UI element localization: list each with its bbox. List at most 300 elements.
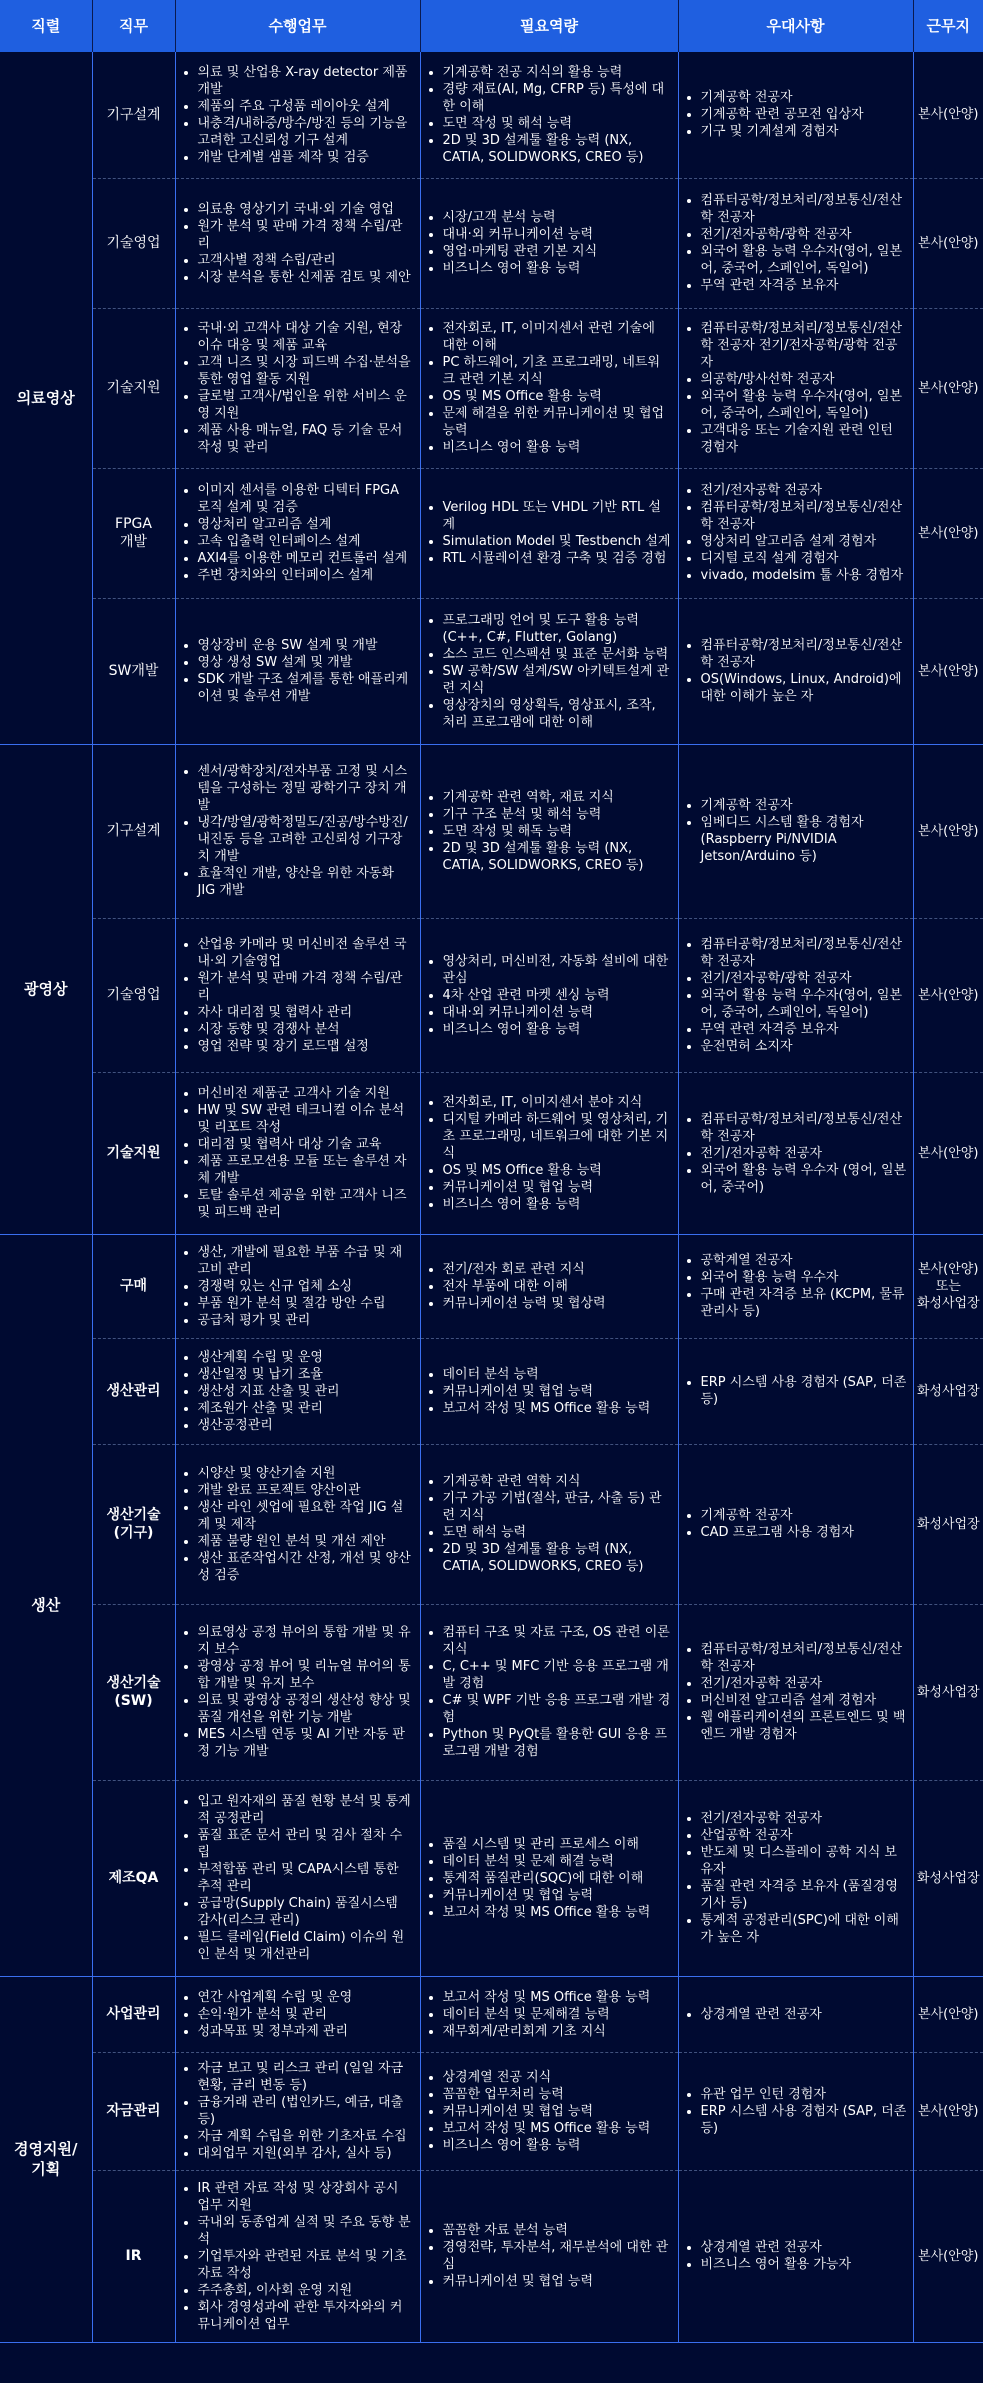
list-item: • 글로벌 고객사/법인을 위한 서비스 운영 지원 <box>198 388 414 422</box>
list-item: • 원가 분석 및 판매 가격 정책 수립/관리 <box>198 218 414 252</box>
list-item: • 입고 원자재의 품질 현황 분석 및 통계적 공정관리 <box>198 1793 414 1827</box>
preferences-list <box>687 482 907 584</box>
duties-cell <box>175 2170 420 2342</box>
skills-cell <box>420 918 678 1072</box>
role-cell: 사업관리 <box>92 1976 175 2052</box>
list-item: • 전자 부품에 대한 이해 <box>443 1278 672 1295</box>
list-item: • 디지털 카메라 하드웨어 및 영상처리, 기초 프로그래밍, 네트워크에 대한 기본 지식 <box>443 1111 672 1162</box>
duties-cell <box>175 1338 420 1444</box>
list-item: • 의료 및 광영상 공정의 생산성 향상 및 품질 개선을 위한 기능 개발 <box>198 1692 414 1726</box>
list-item: • 외국어 활용 능력 우수자(영어, 일본어, 중국어, 스페인어, 독일어) <box>701 987 907 1021</box>
list-item: • 무역 관련 자격증 보유자 <box>701 1021 907 1038</box>
list-item: • C# 및 WPF 기반 응용 프로그램 개발 경험 <box>443 1692 672 1726</box>
skills-cell <box>420 178 678 308</box>
location-cell: 화성사업장 <box>913 1604 983 1780</box>
role-cell: 기술지원 <box>92 308 175 468</box>
list-item: • 영업 전략 및 장기 로드맵 설정 <box>198 1038 414 1055</box>
table-row <box>0 1604 983 1780</box>
preferences-cell <box>678 308 913 468</box>
list-item: • 컴퓨터공학/정보처리/정보통신/전산학 전공자 <box>701 499 907 533</box>
duties-cell <box>175 744 420 918</box>
skills-list <box>429 1473 672 1575</box>
duties-list <box>184 201 414 286</box>
list-item: • 2D 및 3D 설계툴 활용 능력 (NX, CATIA, SOLIDWORKS, CREO 등) <box>443 132 672 166</box>
list-item: • IR 관련 자료 작성 및 상장회사 공시 업무 지원 <box>198 2180 414 2214</box>
list-item: • 영상장비 운용 SW 설계 및 개발 <box>198 637 414 654</box>
preferences-list <box>687 1374 907 1408</box>
list-item: • 전기/전자공학 전공자 <box>701 1145 907 1162</box>
list-item: • 개발 완료 프로젝트 양산이관 <box>198 1482 414 1499</box>
skills-list <box>429 1989 672 2040</box>
list-item: • 데이터 분석 및 문제 해결 능력 <box>443 1853 672 1870</box>
role-cell: 기술지원 <box>92 1072 175 1234</box>
table-row <box>0 1072 983 1234</box>
list-item: • 통계적 품질관리(SQC)에 대한 이해 <box>443 1870 672 1887</box>
list-item: • 품질 시스템 및 관리 프로세스 이해 <box>443 1836 672 1853</box>
list-item: • 내충격/내하중/방수/방진 등의 기능을 고려한 고신뢰성 기구 설계 <box>198 115 414 149</box>
list-item: • 공급처 평가 및 관리 <box>198 1312 414 1329</box>
list-item: • 프로그래밍 언어 및 도구 활용 능력 (C++, C#, Flutter, Golang) <box>443 612 672 646</box>
header-preferences: 우대사항 <box>678 0 913 52</box>
list-item: • 운전면허 소지자 <box>701 1038 907 1055</box>
duties-cell <box>175 918 420 1072</box>
skills-cell <box>420 308 678 468</box>
list-item: • 재무회계/관리회계 기초 지식 <box>443 2023 672 2040</box>
location-cell: 본사(안양) <box>913 2052 983 2170</box>
list-item: • 전기/전자공학 전공자 <box>701 482 907 499</box>
table-row <box>0 178 983 308</box>
list-item: • 비즈니스 영어 활용 능력 <box>443 439 672 456</box>
preferences-list <box>687 1810 907 1946</box>
skills-list <box>429 2222 672 2290</box>
list-item: • 도면 해석 능력 <box>443 1524 672 1541</box>
list-item: • 영상 생성 SW 설계 및 개발 <box>198 654 414 671</box>
list-item: • 컴퓨터 구조 및 자료 구조, OS 관련 이론 지식 <box>443 1624 672 1658</box>
skills-cell <box>420 744 678 918</box>
list-item: • 영상처리, 머신비전, 자동화 설비에 대한 관심 <box>443 953 672 987</box>
role-cell: 생산기술 (기구) <box>92 1444 175 1604</box>
list-item: • 영상처리 알고리즘 설계 경험자 <box>701 533 907 550</box>
list-item: • 기계공학 전공자 <box>701 797 907 814</box>
list-item: • 컴퓨터공학/정보처리/정보통신/전산학 전공자 <box>701 637 907 671</box>
list-item: • 성과목표 및 정부과제 관리 <box>198 2023 414 2040</box>
list-item: • 대내·외 커뮤니케이션 능력 <box>443 1004 672 1021</box>
list-item: • 기계공학 관련 역학, 재료 지식 <box>443 789 672 806</box>
preferences-list <box>687 2086 907 2137</box>
duties-list <box>184 1085 414 1221</box>
table-row <box>0 1234 983 1338</box>
skills-cell <box>420 52 678 178</box>
duties-list <box>184 1989 414 2040</box>
header-series: 직렬 <box>0 0 92 52</box>
list-item: • MES 시스템 연동 및 AI 기반 자동 판정 기능 개발 <box>198 1726 414 1760</box>
duties-list <box>184 1349 414 1434</box>
skills-cell <box>420 2052 678 2170</box>
list-item: • 전기/전자공학/광학 전공자 <box>701 970 907 987</box>
header-duties: 수행업무 <box>175 0 420 52</box>
list-item: • Python 및 PyQt를 활용한 GUI 응용 프로그램 개발 경험 <box>443 1726 672 1760</box>
preferences-list <box>687 1252 907 1320</box>
location-cell: 본사(안양) <box>913 468 983 598</box>
list-item: • 2D 및 3D 설계툴 활용 능력 (NX, CATIA, SOLIDWORKS, CREO 등) <box>443 840 672 874</box>
list-item: • 자금 보고 및 리스크 관리 (일일 자금 현황, 금리 변동 등) <box>198 2060 414 2094</box>
location-cell: 본사(안양) <box>913 1976 983 2052</box>
location-cell: 본사(안양) <box>913 308 983 468</box>
role-cell: 자금관리 <box>92 2052 175 2170</box>
table-body <box>0 52 983 2342</box>
list-item: • 비즈니스 영어 활용 가능자 <box>701 2256 907 2273</box>
preferences-list <box>687 1641 907 1743</box>
list-item: • 영업·마케팅 관련 기본 지식 <box>443 243 672 260</box>
list-item: • ERP 시스템 사용 경험자 (SAP, 더존 등) <box>701 2103 907 2137</box>
list-item: • 보고서 작성 및 MS Office 활용 능력 <box>443 1904 672 1921</box>
list-item: • 구매 관련 자격증 보유 (KCPM, 물류관리사 등) <box>701 1286 907 1320</box>
duties-cell <box>175 1234 420 1338</box>
duties-cell <box>175 52 420 178</box>
table-row <box>0 1338 983 1444</box>
role-cell: FPGA 개발 <box>92 468 175 598</box>
list-item: • 생산계획 수립 및 운영 <box>198 1349 414 1366</box>
role-cell: IR <box>92 2170 175 2342</box>
preferences-cell <box>678 744 913 918</box>
list-item: • 부적합품 관리 및 CAPA시스템 통한 추적 관리 <box>198 1861 414 1895</box>
list-item: • 전자회로, IT, 이미지센서 분야 지식 <box>443 1094 672 1111</box>
list-item: • 2D 및 3D 설계툴 활용 능력 (NX, CATIA, SOLIDWORKS, CREO 등) <box>443 1541 672 1575</box>
list-item: • AXI4를 이용한 메모리 컨트롤러 설계 <box>198 550 414 567</box>
list-item: • 컴퓨터공학/정보처리/정보통신/전산학 전공자 <box>701 1641 907 1675</box>
list-item: • 꼼꼼한 자료 분석 능력 <box>443 2222 672 2239</box>
list-item: • 기계공학 전공자 <box>701 89 907 106</box>
list-item: • 제품 사용 매뉴얼, FAQ 등 기술 문서 작성 및 관리 <box>198 422 414 456</box>
list-item: • 4차 산업 관련 마켓 센싱 능력 <box>443 987 672 1004</box>
list-item: • 외국어 활용 능력 우수자(영어, 일본어, 중국어, 스페인어, 독일어) <box>701 243 907 277</box>
list-item: • 냉각/방열/광학정밀도/진공/방수방진/내진동 등을 고려한 고신뢰성 기구장치 개발 <box>198 814 414 865</box>
list-item: • 대외업무 지원(외부 감사, 실사 등) <box>198 2145 414 2162</box>
list-item: • 필드 클레임(Field Claim) 이슈의 원인 분석 및 개선관리 <box>198 1929 414 1963</box>
duties-list <box>184 763 414 899</box>
list-item: • 금융거래 관리 (법인카드, 예금, 대출 등) <box>198 2094 414 2128</box>
list-item: • ERP 시스템 사용 경험자 (SAP, 더존 등) <box>701 1374 907 1408</box>
location-cell: 본사(안양) <box>913 52 983 178</box>
list-item: • 비즈니스 영어 활용 능력 <box>443 1021 672 1038</box>
preferences-list <box>687 192 907 294</box>
duties-list <box>184 482 414 584</box>
location-cell: 화성사업장 <box>913 1444 983 1604</box>
role-cell: 기구설계 <box>92 744 175 918</box>
skills-list <box>429 1836 672 1921</box>
skills-cell <box>420 1234 678 1338</box>
location-cell: 본사(안양) <box>913 1072 983 1234</box>
duties-cell <box>175 598 420 744</box>
role-cell: 생산관리 <box>92 1338 175 1444</box>
list-item: • 고객 니즈 및 시장 피드백 수집·분석을 통한 영업 활동 지원 <box>198 354 414 388</box>
category-cell: 광영상 <box>0 744 92 1234</box>
list-item: • 상경계열 관련 전공자 <box>701 2239 907 2256</box>
skills-list <box>429 789 672 874</box>
skills-cell <box>420 1976 678 2052</box>
list-item: • PC 하드웨어, 기초 프로그래밍, 네트워크 관련 기본 지식 <box>443 354 672 388</box>
list-item: • 품질 관련 자격증 보유자 (품질경영기사 등) <box>701 1878 907 1912</box>
skills-cell <box>420 1338 678 1444</box>
preferences-list <box>687 637 907 705</box>
list-item: • 시장 동향 및 경쟁사 분석 <box>198 1021 414 1038</box>
duties-list <box>184 637 414 705</box>
list-item: • 커뮤니케이션 및 협업 능력 <box>443 1179 672 1196</box>
list-item: • 기업투자와 관련된 자료 분석 및 기초자료 작성 <box>198 2248 414 2282</box>
list-item: • 임베디드 시스템 활용 경험자 (Raspberry Pi/NVIDIA Jetson/Arduino 등) <box>701 814 907 865</box>
list-item: • 제조원가 산출 및 관리 <box>198 1400 414 1417</box>
table-row <box>0 744 983 918</box>
list-item: • OS(Windows, Linux, Android)에 대한 이해가 높은 자 <box>701 671 907 705</box>
preferences-cell <box>678 1072 913 1234</box>
list-item: • 산업용 카메라 및 머신비전 솔루션 국내·외 기술영업 <box>198 936 414 970</box>
list-item: • 경영전략, 투자분석, 재무분석에 대한 관심 <box>443 2239 672 2273</box>
table-row <box>0 1780 983 1976</box>
table-row <box>0 598 983 744</box>
duties-cell <box>175 2052 420 2170</box>
location-cell: 본사(안양) 또는 화성사업장 <box>913 1234 983 1338</box>
duties-cell <box>175 1444 420 1604</box>
skills-list <box>429 1261 672 1312</box>
list-item: • OS 및 MS Office 활용 능력 <box>443 388 672 405</box>
table-row <box>0 308 983 468</box>
table-row <box>0 1976 983 2052</box>
list-item: • 보고서 작성 및 MS Office 활용 능력 <box>443 1989 672 2006</box>
skills-cell <box>420 1444 678 1604</box>
list-item: • 고객사별 정책 수립/관리 <box>198 252 414 269</box>
duties-list <box>184 1793 414 1963</box>
list-item: • 비즈니스 영어 활용 능력 <box>443 1196 672 1213</box>
list-item: • 커뮤니케이션 능력 및 협상력 <box>443 1295 672 1312</box>
preferences-cell <box>678 1338 913 1444</box>
list-item: • 영상장치의 영상획득, 영상표시, 조작, 처리 프로그램에 대한 이해 <box>443 697 672 731</box>
list-item: • vivado, modelsim 툴 사용 경험자 <box>701 567 907 584</box>
skills-cell <box>420 2170 678 2342</box>
list-item: • 연간 사업계획 수립 및 운영 <box>198 1989 414 2006</box>
list-item: • 생산일정 및 납기 조율 <box>198 1366 414 1383</box>
skills-cell <box>420 1780 678 1976</box>
location-cell: 본사(안양) <box>913 598 983 744</box>
list-item: • 의료영상 공정 뷰어의 통합 개발 및 유지 보수 <box>198 1624 414 1658</box>
category-cell: 생산 <box>0 1234 92 1976</box>
list-item: • 기계공학 전공 지식의 활용 능력 <box>443 64 672 81</box>
preferences-cell <box>678 1976 913 2052</box>
list-item: • 회사 경영성과에 관한 투자자와의 커뮤니케이션 업무 <box>198 2299 414 2333</box>
list-item: • 생산 라인 셋업에 필요한 작업 JIG 설계 및 제작 <box>198 1499 414 1533</box>
list-item: • 대내·외 커뮤니케이션 능력 <box>443 226 672 243</box>
list-item: • 전자회로, IT, 이미지센서 관련 기술에 대한 이해 <box>443 320 672 354</box>
skills-list <box>429 2069 672 2154</box>
list-item: • 기구 및 기계설계 경험자 <box>701 123 907 140</box>
list-item: • 보고서 작성 및 MS Office 활용 능력 <box>443 1400 672 1417</box>
list-item: • 제품 프로모션용 모듈 또는 솔루션 자체 개발 <box>198 1153 414 1187</box>
skills-list <box>429 499 672 567</box>
table-row <box>0 2052 983 2170</box>
list-item: • 상경계열 관련 전공자 <box>701 2006 907 2023</box>
list-item: • 기계공학 관련 역학 지식 <box>443 1473 672 1490</box>
preferences-list <box>687 2239 907 2273</box>
list-item: • 외국어 활용 능력 우수자 (영어, 일본어, 중국어) <box>701 1162 907 1196</box>
list-item: • 주주총회, 이사회 운영 지원 <box>198 2282 414 2299</box>
list-item: • 품질 표준 문서 관리 및 검사 절차 수립 <box>198 1827 414 1861</box>
list-item: • 웹 애플리케이션의 프론트엔드 및 백엔드 개발 경험자 <box>701 1709 907 1743</box>
list-item: • 전기/전자공학/광학 전공자 <box>701 226 907 243</box>
list-item: • 시양산 및 양산기술 지원 <box>198 1465 414 1482</box>
preferences-cell <box>678 52 913 178</box>
duties-cell <box>175 468 420 598</box>
list-item: • 컴퓨터공학/정보처리/정보통신/전산학 전공자 <box>701 1111 907 1145</box>
preferences-cell <box>678 1780 913 1976</box>
list-item: • OS 및 MS Office 활용 능력 <box>443 1162 672 1179</box>
list-item: • 국내·외 고객사 대상 기술 지원, 현장 이슈 대응 및 제품 교육 <box>198 320 414 354</box>
location-cell: 본사(안양) <box>913 2170 983 2342</box>
list-item: • 전기/전자공학 전공자 <box>701 1810 907 1827</box>
list-item: • 소스 코드 인스펙션 및 표준 문서화 능력 <box>443 646 672 663</box>
list-item: • 생산 표준작업시간 산정, 개선 및 양산성 검증 <box>198 1550 414 1584</box>
list-item: • 기구 가공 기법(절삭, 판금, 사출 등) 관련 지식 <box>443 1490 672 1524</box>
list-item: • 보고서 작성 및 MS Office 활용 능력 <box>443 2120 672 2137</box>
list-item: • Verilog HDL 또는 VHDL 기반 RTL 설계 <box>443 499 672 533</box>
list-item: • 기구 구조 분석 및 해석 능력 <box>443 806 672 823</box>
list-item: • 비즈니스 영어 활용 능력 <box>443 2137 672 2154</box>
list-item: • 제품의 주요 구성품 레이아웃 설계 <box>198 98 414 115</box>
list-item: • 경량 재료(Al, Mg, CFRP 등) 특성에 대한 이해 <box>443 81 672 115</box>
role-cell: 기술영업 <box>92 178 175 308</box>
duties-cell <box>175 1780 420 1976</box>
header-location: 근무지 <box>913 0 983 52</box>
list-item: • 컴퓨터공학/정보처리/정보통신/전산학 전공자 전기/전자공학/광학 전공자 <box>701 320 907 371</box>
role-cell: 제조QA <box>92 1780 175 1976</box>
duties-list <box>184 1465 414 1584</box>
category-cell: 경영지원/ 기획 <box>0 1976 92 2342</box>
list-item: • 커뮤니케이션 및 협업 능력 <box>443 2273 672 2290</box>
category-cell: 의료영상 <box>0 52 92 744</box>
role-cell: SW개발 <box>92 598 175 744</box>
duties-list <box>184 936 414 1055</box>
list-item: • 토탈 솔루션 제공을 위한 고객사 니즈 및 피드백 관리 <box>198 1187 414 1221</box>
skills-list <box>429 64 672 166</box>
list-item: • 광영상 공정 뷰어 및 리뉴얼 뷰어의 통합 개발 및 유지 보수 <box>198 1658 414 1692</box>
duties-list <box>184 1624 414 1760</box>
skills-list <box>429 1094 672 1213</box>
header-role: 직무 <box>92 0 175 52</box>
preferences-list <box>687 797 907 865</box>
list-item: • 주변 장치와의 인터페이스 설계 <box>198 567 414 584</box>
duties-list <box>184 2180 414 2333</box>
preferences-list <box>687 936 907 1055</box>
preferences-cell <box>678 2052 913 2170</box>
list-item: • 자사 대리점 및 협력사 관리 <box>198 1004 414 1021</box>
list-item: • 컴퓨터공학/정보처리/정보통신/전산학 전공자 <box>701 936 907 970</box>
list-item: • C, C++ 및 MFC 기반 응용 프로그램 개발 경험 <box>443 1658 672 1692</box>
list-item: • 센서/광학장치/전자부품 고정 및 시스템을 구성하는 정밀 광학기구 장치 개발 <box>198 763 414 814</box>
list-item: • RTL 시뮬레이션 환경 구축 및 검증 경험 <box>443 550 672 567</box>
role-cell: 기구설계 <box>92 52 175 178</box>
list-item: • 대리점 및 협력사 대상 기술 교육 <box>198 1136 414 1153</box>
list-item: • 전기/전자공학 전공자 <box>701 1675 907 1692</box>
location-cell: 화성사업장 <box>913 1780 983 1976</box>
list-item: • 손익·원가 분석 및 관리 <box>198 2006 414 2023</box>
list-item: • 원가 분석 및 판매 가격 정책 수립/관리 <box>198 970 414 1004</box>
list-item: • SDK 개발 구조 설계를 통한 애플리케이션 및 솔루션 개발 <box>198 671 414 705</box>
list-item: • 시장/고객 분석 능력 <box>443 209 672 226</box>
preferences-cell <box>678 918 913 1072</box>
list-item: • 전기/전자 회로 관련 지식 <box>443 1261 672 1278</box>
list-item: • 머신비전 제품군 고객사 기술 지원 <box>198 1085 414 1102</box>
list-item: • 생산성 지표 산출 및 관리 <box>198 1383 414 1400</box>
location-cell: 본사(안양) <box>913 178 983 308</box>
list-item: • 효율적인 개발, 양산을 위한 자동화 JIG 개발 <box>198 865 414 899</box>
list-item: • 외국어 활용 능력 우수자 <box>701 1269 907 1286</box>
list-item: • 의공학/방사선학 전공자 <box>701 371 907 388</box>
list-item: • 고속 입출력 인터페이스 설계 <box>198 533 414 550</box>
list-item: • 꼼꼼한 업무처리 능력 <box>443 2086 672 2103</box>
list-item: • 시장 분석을 통한 신제품 검토 및 제안 <box>198 269 414 286</box>
preferences-cell <box>678 598 913 744</box>
skills-cell <box>420 468 678 598</box>
duties-list <box>184 2060 414 2162</box>
skills-list <box>429 209 672 277</box>
skills-list <box>429 953 672 1038</box>
duties-list <box>184 320 414 456</box>
list-item: • 의료용 영상기기 국내·외 기술 영업 <box>198 201 414 218</box>
list-item: • 유관 업무 인턴 경험자 <box>701 2086 907 2103</box>
list-item: • 국내외 동종업계 실적 및 주요 동향 분석 <box>198 2214 414 2248</box>
table-row <box>0 918 983 1072</box>
preferences-list <box>687 320 907 456</box>
preferences-list <box>687 2006 907 2023</box>
list-item: • 기계공학 관련 공모전 입상자 <box>701 106 907 123</box>
list-item: • 문제 해결을 위한 커뮤니케이션 및 협업 능력 <box>443 405 672 439</box>
list-item: • 반도체 및 디스플레이 공학 지식 보유자 <box>701 1844 907 1878</box>
preferences-list <box>687 1507 907 1541</box>
header-row <box>0 0 983 52</box>
skills-list <box>429 1624 672 1760</box>
table-row <box>0 468 983 598</box>
role-cell: 생산기술 (SW) <box>92 1604 175 1780</box>
list-item: • SW 공학/SW 설계/SW 아키텍트설계 관련 지식 <box>443 663 672 697</box>
preferences-cell <box>678 1604 913 1780</box>
duties-cell <box>175 178 420 308</box>
list-item: • 데이터 분석 및 문제해결 능력 <box>443 2006 672 2023</box>
list-item: • 산업공학 전공자 <box>701 1827 907 1844</box>
table-row <box>0 1444 983 1604</box>
list-item: • 경쟁력 있는 신규 업체 소싱 <box>198 1278 414 1295</box>
list-item: • 머신비전 알고리즘 설계 경험자 <box>701 1692 907 1709</box>
table-row <box>0 52 983 178</box>
list-item: • 커뮤니케이션 및 협업 능력 <box>443 1887 672 1904</box>
list-item: • 외국어 활용 능력 우수자(영어, 일본어, 중국어, 스페인어, 독일어) <box>701 388 907 422</box>
preferences-cell <box>678 1444 913 1604</box>
list-item: • 의료 및 산업용 X-ray detector 제품 개발 <box>198 64 414 98</box>
duties-cell <box>175 1072 420 1234</box>
duties-list <box>184 1244 414 1329</box>
list-item: • 공급망(Supply Chain) 품질시스템 감사(리스크 관리) <box>198 1895 414 1929</box>
preferences-cell <box>678 468 913 598</box>
list-item: • 영상처리 알고리즘 설계 <box>198 516 414 533</box>
list-item: • 도면 작성 및 해독 능력 <box>443 823 672 840</box>
duties-list <box>184 64 414 166</box>
role-cell: 기술영업 <box>92 918 175 1072</box>
list-item: • CAD 프로그램 사용 경험자 <box>701 1524 907 1541</box>
role-cell: 구매 <box>92 1234 175 1338</box>
list-item: • 커뮤니케이션 및 협업 능력 <box>443 1383 672 1400</box>
list-item: • 부품 원가 분석 및 절감 방안 수립 <box>198 1295 414 1312</box>
list-item: • 고객대응 또는 기술지원 관련 인턴 경험자 <box>701 422 907 456</box>
preferences-list <box>687 1111 907 1196</box>
duties-cell <box>175 1976 420 2052</box>
list-item: • Simulation Model 및 Testbench 설계 <box>443 533 672 550</box>
